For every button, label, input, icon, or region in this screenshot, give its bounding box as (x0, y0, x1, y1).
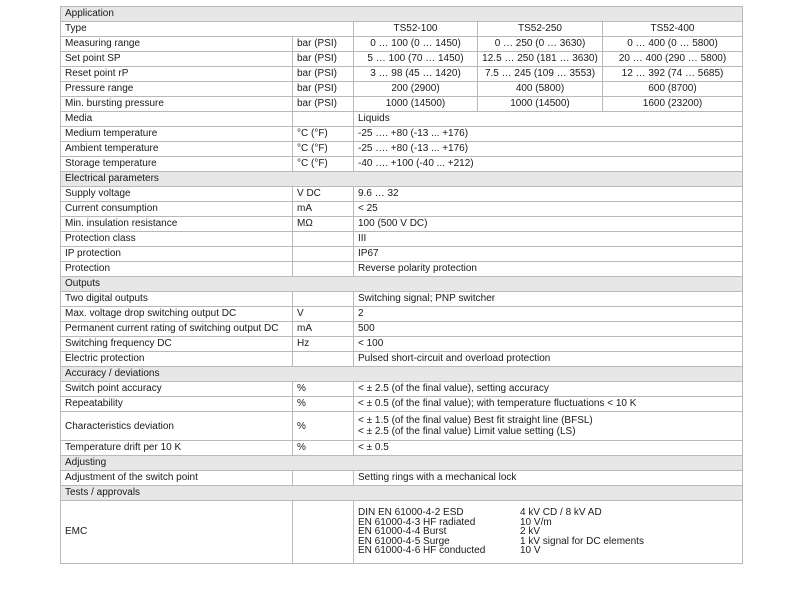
section-title: Adjusting (61, 456, 743, 471)
spec-unit (293, 292, 354, 307)
spec-unit: Hz (293, 337, 354, 352)
spec-value: 100 (500 V DC) (354, 217, 743, 232)
spec-row (61, 262, 743, 277)
spec-row (61, 202, 743, 217)
spec-unit: MΩ (293, 217, 354, 232)
spec-unit (293, 471, 354, 486)
spec-value: 9.6 … 32 (354, 187, 743, 202)
spec-value: Switching signal; PNP switcher (354, 292, 743, 307)
spec-unit: V (293, 307, 354, 322)
model-name: TS52-400 (603, 22, 743, 37)
spec-row (61, 112, 743, 127)
spec-row (61, 157, 743, 172)
spec-label: Max. voltage drop switching output DC (61, 307, 293, 322)
emc-row (61, 501, 743, 564)
spec-label: IP protection (61, 247, 293, 262)
spec-unit: °C (°F) (293, 157, 354, 172)
type-label: Type (61, 22, 354, 37)
model-value: 12.5 … 250 (181 … 3630) (478, 52, 603, 67)
spec-unit: °C (°F) (293, 142, 354, 157)
model-value: 600 (8700) (603, 82, 743, 97)
emc-standard-value: 1 kV signal for DC elements (520, 535, 644, 547)
spec-row (61, 441, 743, 456)
emc-standards-grid (358, 508, 738, 556)
model-value: 400 (5800) (478, 82, 603, 97)
section-title: Tests / approvals (61, 486, 743, 501)
spec-unit (293, 352, 354, 367)
emc-standard-value: 2 kV (520, 526, 541, 538)
model-value: 200 (2900) (354, 82, 478, 97)
spec-row (61, 232, 743, 247)
spec-unit: bar (PSI) (293, 37, 354, 52)
spec-label: Electric protection (61, 352, 293, 367)
characteristics-line1: < ± 1.5 (of the final value) Best fit straight line (BFSL) (358, 415, 593, 426)
spec-row (61, 292, 743, 307)
spec-label: Permanent current rating of switching output DC (61, 322, 293, 337)
spec-row (61, 217, 743, 232)
spec-unit: bar (PSI) (293, 67, 354, 82)
emc-standards (354, 501, 743, 564)
spec-row-characteristics (61, 412, 743, 441)
spec-label: EMC (61, 501, 293, 564)
spec-label: Media (61, 112, 293, 127)
spec-label: Reset point rP (61, 67, 293, 82)
spec-unit: V DC (293, 187, 354, 202)
spec-row (61, 352, 743, 367)
spec-row (61, 382, 743, 397)
model-value: 0 … 250 (0 … 3630) (478, 37, 603, 52)
model-name: TS52-250 (478, 22, 603, 37)
spec-label: Current consumption (61, 202, 293, 217)
spec-unit: % (293, 382, 354, 397)
section-header-adjusting (61, 456, 743, 471)
emc-standard-value: 4 kV CD / 8 kV AD (520, 507, 602, 519)
spec-unit (293, 262, 354, 277)
model-value: 3 … 98 (45 … 1420) (354, 67, 478, 82)
section-title: Electrical parameters (61, 172, 743, 187)
model-value: 12 … 392 (74 … 5685) (603, 67, 743, 82)
spec-value: Liquids (354, 112, 743, 127)
spec-value (354, 412, 743, 441)
spec-table (60, 6, 743, 564)
spec-unit: % (293, 412, 354, 441)
model-spec-row (61, 37, 743, 52)
spec-label: Adjustment of the switch point (61, 471, 293, 486)
characteristics-line2: < ± 2.5 (of the final value) Limit value setting (LS) (358, 426, 576, 437)
section-title: Application (61, 7, 743, 22)
model-value: 0 … 400 (0 … 5800) (603, 37, 743, 52)
spec-unit (293, 501, 354, 564)
spec-label: Protection (61, 262, 293, 277)
section-header-outputs (61, 277, 743, 292)
spec-unit: % (293, 397, 354, 412)
spec-label: Two digital outputs (61, 292, 293, 307)
emc-standard-value: 10 V/m (520, 516, 552, 528)
spec-unit (293, 112, 354, 127)
spec-value: III (354, 232, 743, 247)
model-value: 20 … 400 (290 … 5800) (603, 52, 743, 67)
emc-standard-name: EN 61000-4-5 Surge (358, 535, 450, 547)
spec-row (61, 187, 743, 202)
section-header-accuracy (61, 367, 743, 382)
emc-standard-name: EN 61000-4-6 HF conducted (358, 545, 486, 557)
spec-row (61, 397, 743, 412)
model-spec-row (61, 52, 743, 67)
spec-row (61, 322, 743, 337)
spec-value: 500 (354, 322, 743, 337)
spec-value: Reverse polarity protection (354, 262, 743, 277)
model-spec-row (61, 67, 743, 82)
section-title: Outputs (61, 277, 743, 292)
spec-row (61, 307, 743, 322)
spec-value: < ± 0.5 (354, 441, 743, 456)
type-row (61, 22, 743, 37)
spec-value: < 25 (354, 202, 743, 217)
spec-value: -25 …. +80 (-13 ... +176) (354, 142, 743, 157)
emc-standard-value: 10 V (520, 545, 541, 557)
emc-standard-name: EN 61000-4-4 Burst (358, 526, 447, 538)
spec-label: Ambient temperature (61, 142, 293, 157)
section-title: Accuracy / deviations (61, 367, 743, 382)
spec-unit: bar (PSI) (293, 97, 354, 112)
spec-unit: % (293, 441, 354, 456)
spec-unit: bar (PSI) (293, 52, 354, 67)
emc-standard-name: EN 61000-4-3 HF radiated (358, 516, 476, 528)
spec-label: Temperature drift per 10 K (61, 441, 293, 456)
spec-label: Repeatability (61, 397, 293, 412)
spec-unit: bar (PSI) (293, 82, 354, 97)
spec-row (61, 142, 743, 157)
spec-value: < ± 2.5 (of the final value), setting accuracy (354, 382, 743, 397)
model-value: 0 … 100 (0 … 1450) (354, 37, 478, 52)
spec-label: Switching frequency DC (61, 337, 293, 352)
spec-label: Set point SP (61, 52, 293, 67)
model-value: 1000 (14500) (354, 97, 478, 112)
spec-label: Min. bursting pressure (61, 97, 293, 112)
spec-unit: °C (°F) (293, 127, 354, 142)
spec-label: Switch point accuracy (61, 382, 293, 397)
spec-value: < 100 (354, 337, 743, 352)
model-value: 5 … 100 (70 … 1450) (354, 52, 478, 67)
spec-unit (293, 232, 354, 247)
spec-unit (293, 247, 354, 262)
spec-row (61, 127, 743, 142)
spec-label: Protection class (61, 232, 293, 247)
spec-row (61, 247, 743, 262)
model-value: 7.5 … 245 (109 … 3553) (478, 67, 603, 82)
spec-value: IP67 (354, 247, 743, 262)
model-value: 1000 (14500) (478, 97, 603, 112)
section-header-application (61, 7, 743, 22)
spec-value: Setting rings with a mechanical lock (354, 471, 743, 486)
spec-value: < ± 0.5 (of the final value); with temperature fluctuations < 10 K (354, 397, 743, 412)
spec-value: -25 …. +80 (-13 ... +176) (354, 127, 743, 142)
section-header-electrical (61, 172, 743, 187)
spec-label: Measuring range (61, 37, 293, 52)
spec-label: Storage temperature (61, 157, 293, 172)
spec-label: Min. insulation resistance (61, 217, 293, 232)
section-header-tests (61, 486, 743, 501)
model-name: TS52-100 (354, 22, 478, 37)
spec-row (61, 337, 743, 352)
spec-unit: mA (293, 202, 354, 217)
model-spec-row (61, 82, 743, 97)
model-value: 1600 (23200) (603, 97, 743, 112)
model-spec-row (61, 97, 743, 112)
emc-standard-name: DIN EN 61000-4-2 ESD (358, 507, 464, 519)
spec-label: Characteristics deviation (61, 412, 293, 441)
spec-row (61, 471, 743, 486)
spec-value: Pulsed short-circuit and overload protection (354, 352, 743, 367)
spec-value: 2 (354, 307, 743, 322)
spec-value: -40 …. +100 (-40 ... +212) (354, 157, 743, 172)
spec-label: Pressure range (61, 82, 293, 97)
spec-unit: mA (293, 322, 354, 337)
spec-label: Medium temperature (61, 127, 293, 142)
spec-label: Supply voltage (61, 187, 293, 202)
